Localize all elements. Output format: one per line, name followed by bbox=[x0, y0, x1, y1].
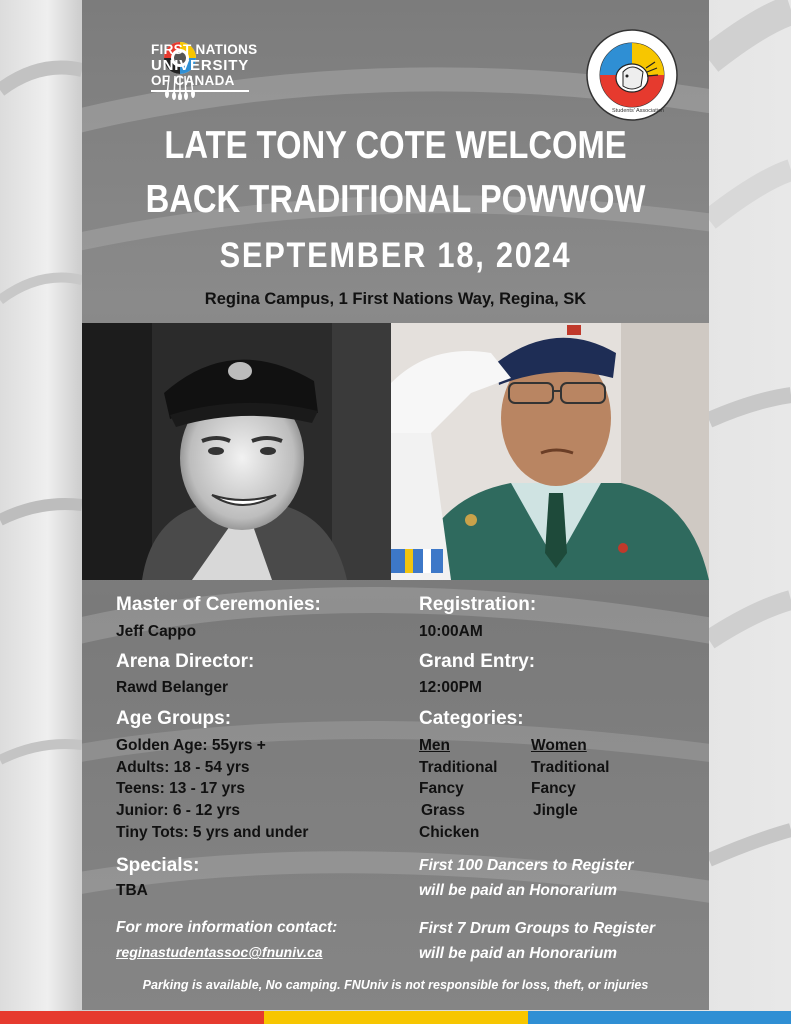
grand-entry-time: 12:00PM bbox=[419, 679, 482, 696]
registration-time: 10:00AM bbox=[419, 623, 483, 640]
age-groups-heading: Age Groups: bbox=[116, 708, 232, 729]
age-group-item: Adults: 18 - 54 yrs bbox=[116, 759, 250, 776]
arena-director-heading: Arena Director: bbox=[116, 651, 255, 672]
registration-heading: Registration: bbox=[419, 594, 537, 615]
mc-name: Jeff Cappo bbox=[116, 623, 197, 640]
event-date: SEPTEMBER 18, 2024 bbox=[219, 236, 572, 275]
contact-email-link[interactable]: reginastudentassoc@fnuniv.ca bbox=[116, 944, 323, 960]
men-category-item: Grass bbox=[421, 802, 465, 819]
mc-heading: Master of Ceremonies: bbox=[116, 594, 321, 615]
women-category-item: Fancy bbox=[531, 780, 576, 797]
age-group-item: Tiny Tots: 5 yrs and under bbox=[116, 824, 309, 841]
categories-heading: Categories: bbox=[419, 708, 524, 729]
event-title-line-2: BACK TRADITIONAL POWWOW bbox=[145, 178, 646, 221]
color-bar-red bbox=[0, 1011, 264, 1024]
event-venue: Regina Campus, 1 First Nations Way, Regina, SK bbox=[204, 290, 587, 308]
color-bar-blue bbox=[528, 1011, 791, 1024]
grand-entry-heading: Grand Entry: bbox=[419, 651, 536, 672]
dancers-honorarium-line-2: will be paid an Honorarium bbox=[419, 882, 618, 899]
drums-honorarium-line-2: will be paid an Honorarium bbox=[419, 945, 618, 962]
logo-divider bbox=[151, 90, 249, 92]
veteran-saluting-photo bbox=[391, 323, 709, 580]
university-line-3: OF CANADA bbox=[151, 73, 235, 88]
women-category-item: Traditional bbox=[531, 759, 610, 776]
men-category-heading: Men bbox=[419, 737, 450, 754]
contact-label: For more information contact: bbox=[116, 919, 338, 936]
age-group-item: Golden Age: 55yrs + bbox=[116, 737, 266, 754]
drums-honorarium-line-1: First 7 Drum Groups to Register bbox=[419, 920, 655, 937]
color-bar-yellow bbox=[264, 1011, 528, 1024]
university-name bbox=[151, 42, 257, 89]
arena-director-name: Rawd Belanger bbox=[116, 679, 228, 696]
young-soldier-photo bbox=[82, 323, 391, 580]
age-group-item: Teens: 13 - 17 yrs bbox=[116, 780, 245, 797]
men-category-item: Chicken bbox=[419, 824, 480, 841]
women-category-heading: Women bbox=[531, 737, 587, 754]
university-line-1: FIRST NATIONS bbox=[151, 42, 258, 57]
men-category-item: Fancy bbox=[419, 780, 464, 797]
women-category-item: Jingle bbox=[533, 802, 578, 819]
seal-text-bottom: Students' Association bbox=[612, 108, 665, 114]
specials-heading: Specials: bbox=[116, 855, 200, 876]
dancers-honorarium-line-1: First 100 Dancers to Register bbox=[419, 857, 634, 874]
university-line-2: UNIVERSITY bbox=[151, 56, 250, 74]
age-group-item: Junior: 6 - 12 yrs bbox=[116, 802, 241, 819]
footer-disclaimer: Parking is available, No camping. FNUniv is not responsible for loss, theft, or injuries bbox=[142, 978, 649, 992]
specials-value: TBA bbox=[116, 882, 148, 899]
men-category-item: Traditional bbox=[419, 759, 498, 776]
event-title-line-1: LATE TONY COTE WELCOME bbox=[164, 124, 627, 167]
